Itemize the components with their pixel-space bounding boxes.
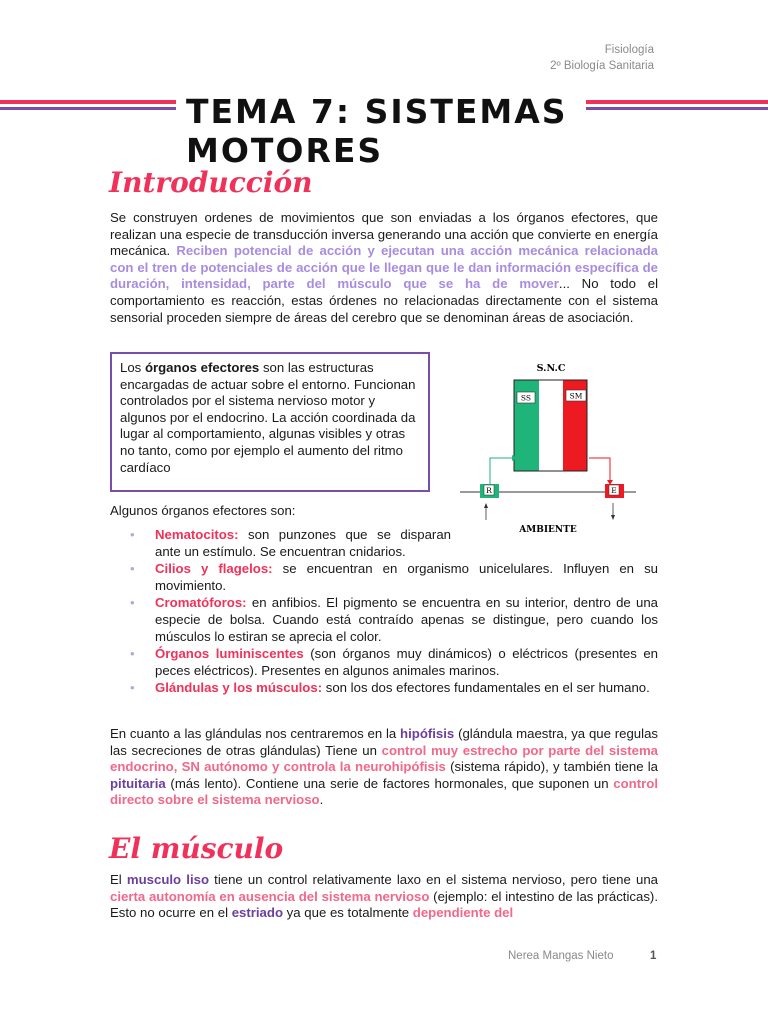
muscle-paragraph: El musculo liso tiene un control relativamente laxo en el sistema nervioso, pero tiene una cierta autonomía en ausencia del sistema nervioso (ejemplo: el intestino de las prácticas). Esto no ocurre en el estriado ya que es totalmente dependiente del (110, 872, 659, 921)
list-item: • Cilios y flagelos: se encuentran en organismo unicelulares. Influyen en su movimiento. (130, 561, 658, 594)
ambiente-label: AMBIENTE (519, 525, 577, 535)
ss-label: SS (520, 393, 532, 403)
snc-label: S.N.C (536, 363, 566, 374)
header-subject: Fisiología (604, 44, 654, 56)
efectores-list (130, 527, 658, 698)
effector-label: E (611, 486, 617, 495)
list-intro: Algunos órganos efectores son: (110, 503, 296, 518)
page-header (550, 42, 654, 74)
center-bar (539, 380, 563, 471)
header-course: 2º Biología Sanitaria (550, 60, 654, 72)
page-title: TEMA 7: SISTEMAS MOTORES (186, 92, 568, 170)
list-item: • Nematocitos: son punzones que se disparan ante un estímulo. Se encuentran cnidarios. (130, 527, 451, 560)
sm-label: SM (569, 391, 583, 401)
list-item: • Órganos luminiscentes (son órganos muy dinámicos) o eléctricos (presentes en peces eléctricos). Presentes en algunos animales marinos. (130, 646, 658, 679)
title-banner (0, 92, 768, 170)
glands-paragraph: En cuanto a las glándulas nos centraremos en la hipófisis (glándula maestra, ya que regulas las secreciones de otras glándulas) Tiene un control muy estrecho por parte del sistema endocrino, SN autónomo y controla la neurohipófisis (sistema rápido), y también tiene la pituitaria (más lento). Contiene una serie de factores hormonales, que suponen un control directo sobre el sistema nervioso. (110, 726, 659, 808)
page-number: 1 (650, 950, 657, 962)
receptor-label: R (486, 486, 492, 495)
heading-introduccion: Introducción (109, 166, 313, 199)
intro-paragraph: Se construyen ordenes de movimientos que son enviadas a los órganos efectores, que realizan una especie de transducción inversa generando una acción que convierte en energía mecánica. Reciben potencial de acción y ejecutan una acción mecánica relacionada con el tren de potenciales de acción que le llegan que le dan información específica de duración, intensidad, parte del músculo que se ha de mover... No todo el comportamiento es reacción, estas órdenes no relacionadas directamente con el sistema sensorial proceden siempre de áreas del cerebro que se denominan áreas de asociación. (110, 210, 658, 325)
efectores-definition-box: Los órganos efectores son las estructuras encargadas de actuar sobre el entorno. Funcionan controlados por el sistema nervioso motor y algunos por el endocrino. La acción coordinada da lugar al comportamiento, algunas visibles y otras no tanto, como por ejemplo el aumento del ritmo cardíaco (110, 352, 430, 492)
title-bars-left (0, 100, 176, 112)
list-item: • Cromatóforos: en anfibios. El pigmento se encuentra en su interior, dentro de una especie de bolsa. Cuando está contraído apenas se distingue, pero cuando los músculos lo estiran se aprecia el color. (130, 595, 658, 645)
footer-author: Nerea Mangas Nieto (508, 950, 614, 962)
list-item: • Glándulas y los músculos: son los dos efectores fundamentales en el ser humano. (130, 680, 658, 697)
title-bars-right (586, 100, 768, 112)
heading-el-musculo: El músculo (109, 832, 284, 865)
